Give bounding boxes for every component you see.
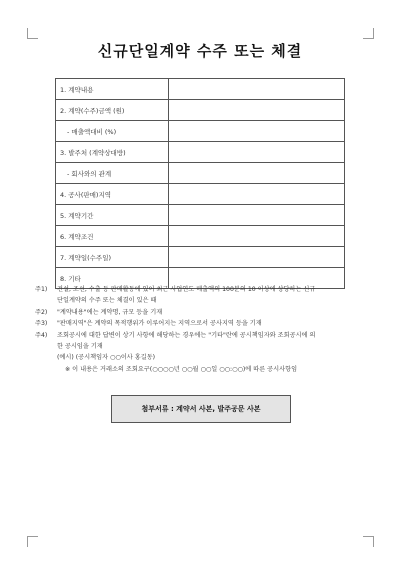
row-label: - 매출액대비 (%) — [56, 121, 169, 142]
note-3 — [35, 318, 367, 329]
row-value-cell[interactable] — [169, 184, 345, 205]
row-label: 1. 계약내용 — [56, 79, 169, 100]
disclosure-form-table — [55, 78, 345, 289]
row-value-cell[interactable] — [169, 205, 345, 226]
note-2-text: "계약내용"에는 계약명, 규모 등을 기재 — [57, 308, 163, 316]
row-label: 4. 공사(판매)지역 — [56, 184, 169, 205]
row-label: 5. 계약기간 — [56, 205, 169, 226]
row-label: 7. 계약일(수주일) — [56, 247, 169, 268]
table-row — [56, 100, 345, 121]
table-row — [56, 163, 345, 184]
crop-mark-top-left — [27, 28, 38, 39]
attachment-box: 첨부서류 : 계약서 사본, 발주공문 사본 — [111, 395, 291, 423]
note-3-text: "판매지역"은 계약의 목적행위가 이루어지는 지역으로서 공사지역 등을 기재 — [57, 320, 262, 328]
row-label: 6. 계약조건 — [56, 226, 169, 247]
table-row — [56, 247, 345, 268]
row-label: 2. 계약(수주)금액 (원) — [56, 100, 169, 121]
document-title: 신규단일계약 수주 또는 체결 — [97, 42, 303, 60]
row-value-cell[interactable] — [169, 163, 345, 184]
note-1-key: 주1) — [35, 286, 48, 293]
table-row — [56, 79, 345, 100]
row-value-cell[interactable] — [169, 247, 345, 268]
note-4-remark: ※ 이 내용은 거래소의 조회요구(○○○○년 ○○월 ○○일 ○○:○○)에 따른 공시사항임 — [65, 365, 298, 373]
note-3-key: 주3) — [35, 320, 48, 328]
note-4-continuation: 한 공시임을 기재 — [57, 343, 103, 351]
note-4-example: (예시) (공시책임자 ○○이사 홍길동) — [57, 354, 156, 362]
row-label: 8. 기타 — [56, 268, 169, 289]
row-value-cell[interactable] — [169, 226, 345, 247]
row-label: 3. 발주처 (계약상대방) — [56, 142, 169, 163]
footnotes — [35, 284, 367, 375]
note-2-key: 주2) — [35, 308, 48, 316]
row-value-cell[interactable] — [169, 142, 345, 163]
table-row — [56, 142, 345, 163]
table-row — [56, 226, 345, 247]
note-4 — [35, 330, 367, 341]
row-value-cell[interactable] — [169, 100, 345, 121]
crop-mark-bottom-left — [27, 536, 38, 547]
table-row — [56, 184, 345, 205]
note-2 — [35, 307, 367, 318]
crop-mark-bottom-right — [363, 536, 374, 547]
table-row — [56, 205, 345, 226]
note-1-text: 건설, 조선, 수출 등 판매활동에 있어 최근 사업연도 매출액의 100분의 10 이상에 상당하는 신규 — [57, 286, 316, 293]
note-1-continuation: 단일계약의 수주 또는 체결이 있은 때 — [57, 297, 157, 305]
note-4-text: 조회공시에 대한 답변이 상기 사항에 해당하는 경우에는 "기타"란에 공시책임자와 조회공시에 의 — [57, 331, 316, 339]
row-label: - 회사와의 관계 — [56, 163, 169, 184]
table-row — [56, 121, 345, 142]
note-1 — [35, 284, 367, 295]
note-4-key: 주4) — [35, 331, 48, 339]
crop-mark-top-right — [363, 28, 374, 39]
row-value-cell[interactable] — [169, 79, 345, 100]
row-value-cell[interactable] — [169, 121, 345, 142]
